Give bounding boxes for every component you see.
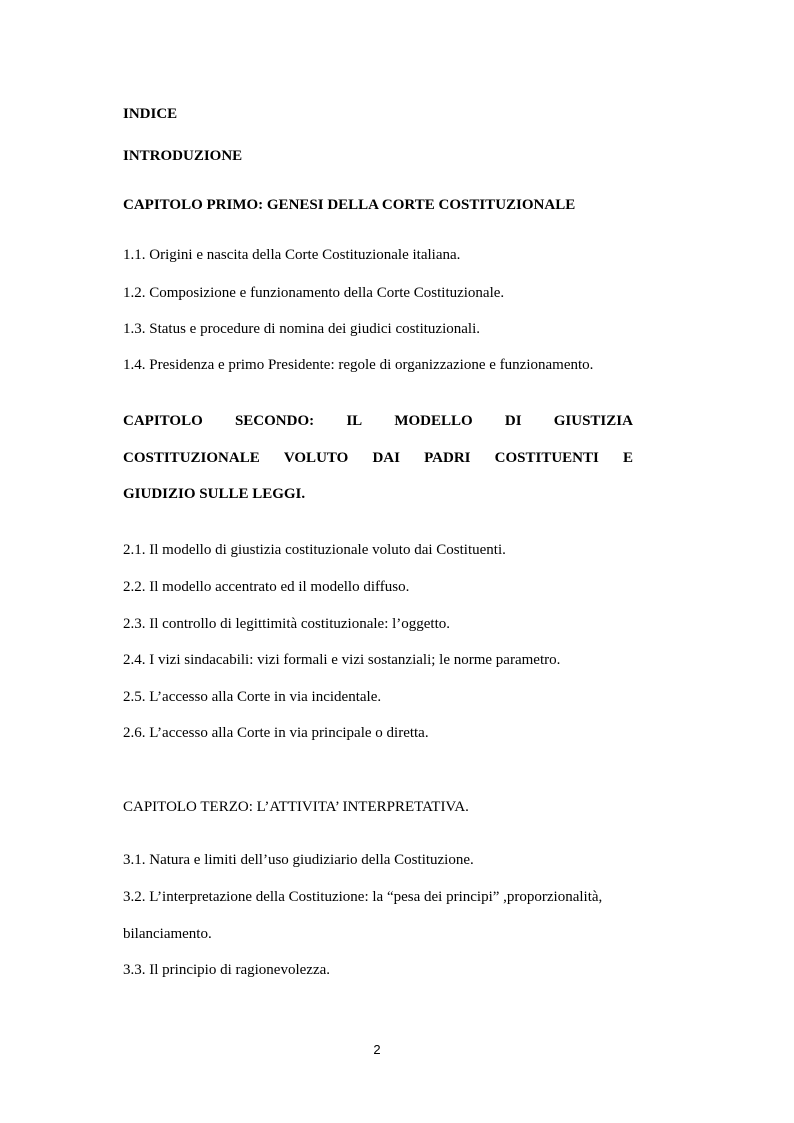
toc-item-2-4: 2.4. I vizi sindacabili: vizi formali e vizi sostanziali; le norme parametro. [123,652,561,668]
chapter2-title-line2 [123,449,633,467]
toc-item-1-1: 1.1. Origini e nascita della Corte Costituzionale italiana. [123,247,461,263]
chapter2-title-word: DAI [372,450,400,466]
chapter2-title-line3: GIUDIZIO SULLE LEGGI. [123,486,306,502]
chapter2-title-word: PADRI [424,450,471,466]
toc-item-2-6: 2.6. L’accesso alla Corte in via principale o diretta. [123,725,429,741]
toc-item-1-3: 1.3. Status e procedure di nomina dei giudici costituzionali. [123,321,481,337]
toc-item-1-2: 1.2. Composizione e funzionamento della Corte Costituzionale. [123,285,505,301]
chapter2-title-word: COSTITUZIONALE [123,450,260,466]
toc-item-3-1: 3.1. Natura e limiti dell’uso giudiziario della Costituzione. [123,852,474,868]
chapter2-title-word: GIUSTIZIA [553,413,633,429]
toc-item-3-3: 3.3. Il principio di ragionevolezza. [123,962,331,978]
index-title: INDICE [123,106,178,122]
introduction-heading: INTRODUZIONE [123,148,243,164]
toc-item-2-1: 2.1. Il modello di giustizia costituzionale voluto dai Costituenti. [123,542,506,558]
chapter3-title: CAPITOLO TERZO: L’ATTIVITA’ INTERPRETATIVA. [123,799,469,815]
chapter2-title-word: CAPITOLO [123,413,203,429]
toc-item-1-4: 1.4. Presidenza e primo Presidente: regole di organizzazione e funzionamento. [123,357,594,373]
toc-item-3-2-continued: bilanciamento. [123,926,212,942]
chapter2-title-word: IL [346,413,363,429]
chapter2-title-word: SECONDO: [234,413,315,429]
page-number: 2 [373,1042,381,1057]
toc-item-3-2: 3.2. L’interpretazione della Costituzione: la “pesa dei principi” ,proporzionalità, [123,889,603,905]
chapter1-title: CAPITOLO PRIMO: GENESI DELLA CORTE COSTITUZIONALE [123,197,576,213]
chapter2-title-word: VOLUTO [283,450,349,466]
chapter2-title-word: COSTITUENTI [494,450,599,466]
chapter2-title-line1 [123,412,633,430]
toc-item-2-2: 2.2. Il modello accentrato ed il modello diffuso. [123,579,410,595]
toc-item-2-5: 2.5. L’accesso alla Corte in via incidentale. [123,689,382,705]
chapter2-title-word: E [622,450,633,466]
toc-item-2-3: 2.3. Il controllo di legittimità costituzionale: l’oggetto. [123,616,451,632]
chapter2-title-word: DI [504,413,522,429]
chapter2-title-word: MODELLO [394,413,473,429]
